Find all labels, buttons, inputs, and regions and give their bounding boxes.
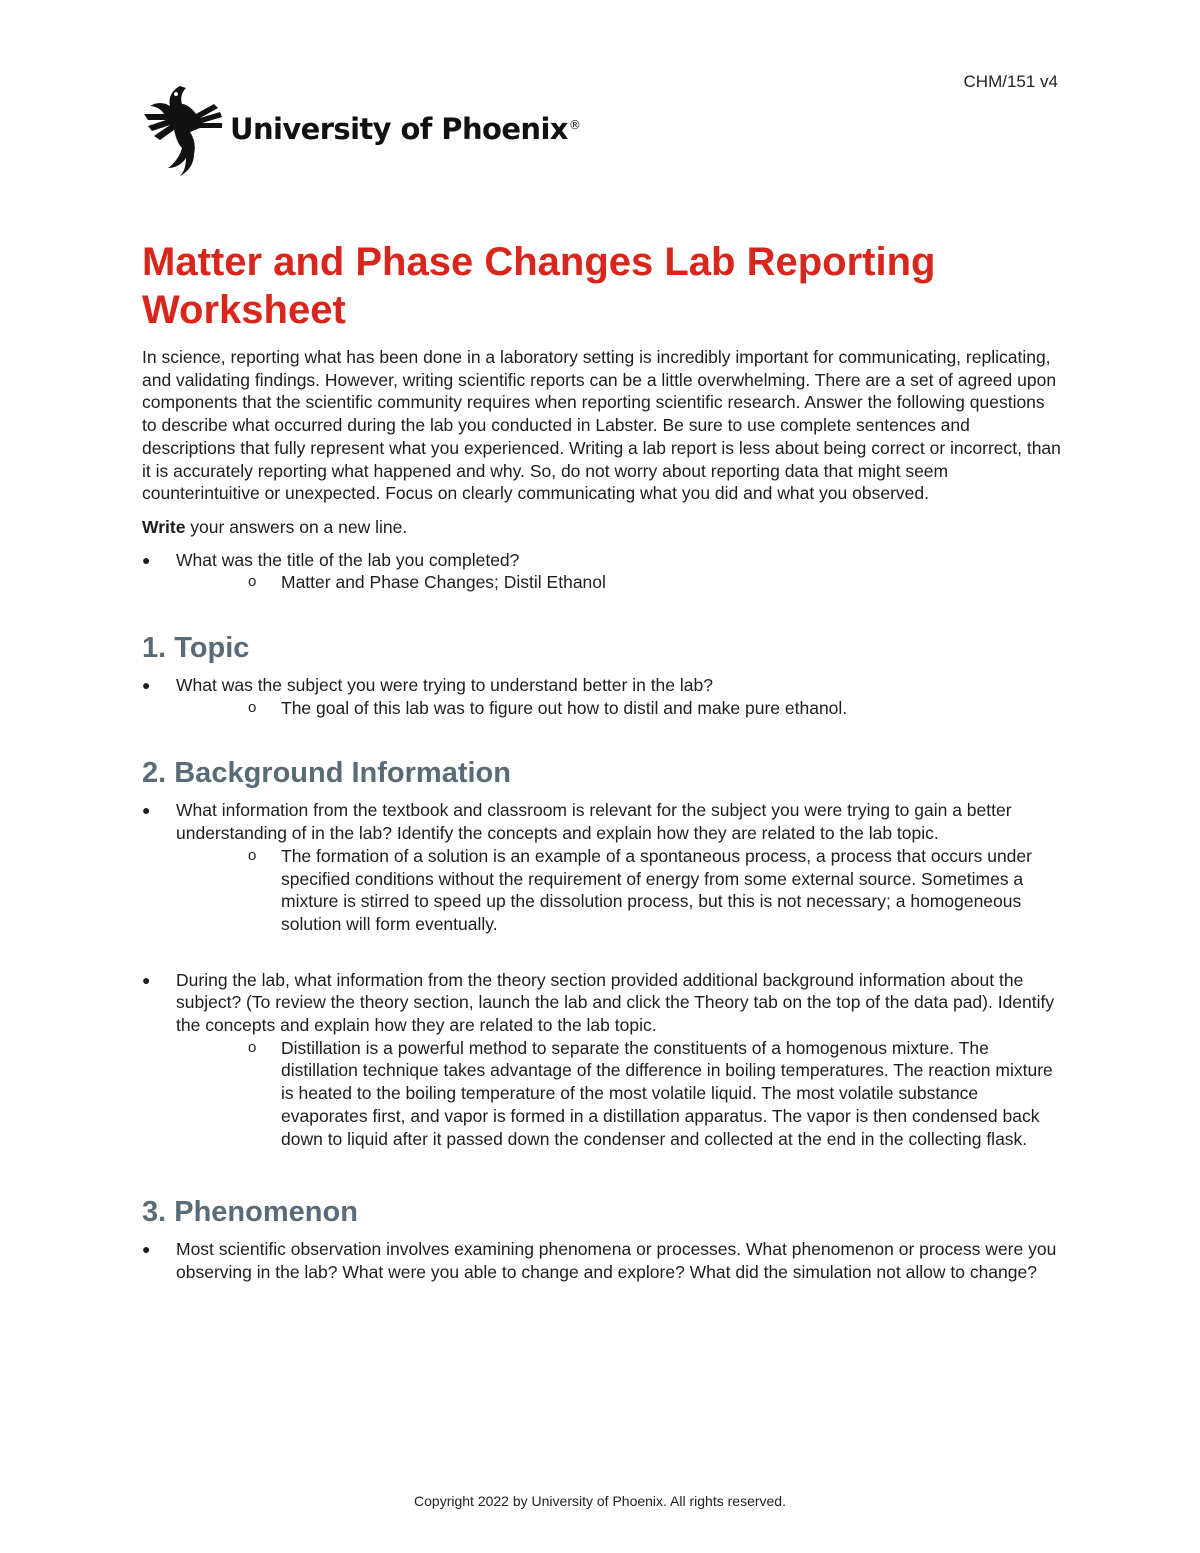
- bullet-icon: ●: [142, 971, 151, 988]
- bullet-icon: ●: [142, 551, 151, 568]
- phoenix-bird-icon: [142, 84, 224, 178]
- sub-bullet-icon: o: [248, 1038, 257, 1056]
- sub-bullet-icon: o: [248, 698, 257, 716]
- answer-text: Matter and Phase Changes; Distil Ethanol: [281, 572, 606, 593]
- answer-text: The formation of a solution is an example of a spontaneous process, a process that occurs under specified conditions without the requirement of energy from some external source. Sometimes a mixture is stirred to speed up the dissolution process, but this is not necessary; a homogeneous solution will form eventually.: [281, 845, 1032, 934]
- question-item: [142, 969, 1062, 1151]
- sub-bullet-icon: o: [248, 573, 257, 591]
- answer-item: [176, 845, 1062, 936]
- topic-question-list: [142, 674, 1062, 719]
- question-item: [142, 674, 1062, 719]
- instruction-line: Write your answers on a new line.: [142, 516, 408, 537]
- course-code: CHM/151 v4: [963, 72, 1058, 91]
- question-item: [142, 549, 1062, 594]
- section-heading-background: 2. Background Information: [142, 757, 511, 790]
- logo-wordmark: University of Phoenix®: [230, 112, 581, 146]
- copyright-footer: Copyright 2022 by University of Phoenix. All rights reserved.: [414, 1493, 786, 1509]
- section-heading-phenomenon: 3. Phenomenon: [142, 1196, 358, 1229]
- question-item: [142, 1238, 1062, 1283]
- question-item: [142, 799, 1062, 935]
- question-text: What was the subject you were trying to understand better in the lab?: [176, 675, 713, 696]
- answer-item: [176, 697, 1062, 720]
- question-text: What information from the textbook and classroom is relevant for the subject you were trying to gain a better understanding of in the lab? Identify the concepts and explain how they are related to the lab topic.: [176, 800, 1012, 844]
- page-title: Matter and Phase Changes Lab Reporting Worksheet: [142, 240, 936, 332]
- bullet-icon: ●: [142, 677, 151, 694]
- background-question-list: [142, 799, 1062, 1150]
- answer-text: The goal of this lab was to figure out how to distil and make pure ethanol.: [281, 697, 848, 718]
- section-heading-topic: 1. Topic: [142, 632, 250, 665]
- university-logo: [142, 84, 580, 178]
- question-text: During the lab, what information from the theory section provided additional background information about the subject? (To review the theory section, launch the lab and click the Theory tab on the top of the data pad). Identify the concepts and explain how they are related to the lab topic.: [176, 969, 1055, 1036]
- question-text: Most scientific observation involves examining phenomena or processes. What phenomenon or process were you observing in the lab? What were you able to change and explore? What did the simulation not allow to change?: [176, 1239, 1057, 1282]
- intro-paragraph: In science, reporting what has been done in a laboratory setting is incredibly important for communicating, replicating, and validating findings. However, writing scientific reports can be a little overwhelming. There are a set of agreed upon components that the scientific community requires when reporting scientific research. Answer the following questions to describe what occurred during the lab you conducted in Labster. Be sure to use complete sentences and descriptions that fully represent what you experienced. Writing a lab report is less about being correct or incorrect, than it is accurately reporting what happened and why. So, do not worry about reporting data that might seem counterintuitive or unexpected. Focus on clearly communicating what you did and what you observed.: [142, 347, 1061, 504]
- bullet-icon: ●: [142, 1241, 151, 1258]
- answer-text: Distillation is a powerful method to separate the constituents of a homogenous mixture. The distillation technique takes advantage of the difference in boiling temperatures. The reaction mixture is heated to the boiling temperature of the most volatile liquid. The most volatile substance evaporates first, and vapor is formed in a distillation apparatus. The vapor is then condensed back down to liquid after it passed down the condenser and collected at the end in the collecting flask.: [281, 1037, 1053, 1149]
- answer-item: [176, 1037, 1062, 1151]
- bullet-icon: ●: [142, 802, 151, 819]
- phenomenon-question-list: [142, 1238, 1062, 1283]
- answer-item: [176, 571, 1062, 594]
- lab-title-question-list: [142, 549, 1062, 594]
- worksheet-content: [142, 238, 1062, 1284]
- sub-bullet-icon: o: [248, 846, 257, 864]
- question-text: What was the title of the lab you completed?: [176, 549, 520, 570]
